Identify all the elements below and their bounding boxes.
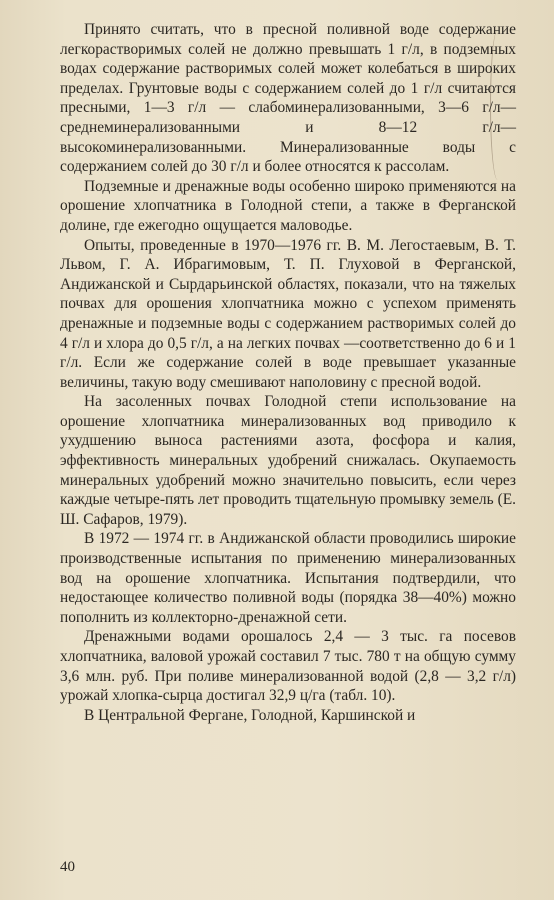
paragraph-groundwater-use: Подземные и дренажные воды особенно широко применяются на орошение хлопчатника в Голодной степи, а также в Ферганской долине, где ежегодно ощущается маловодье. (60, 177, 516, 234)
paragraph-experiments: Опыты, проведенные в 1970—1976 гг. В. М. Легостаевым, В. Т. Львом, Г. А. Ибрагимовым, Т. П. Глуховой в Ферганской, Андижанской и Сырдарьинской областях, показали, что на тяжелых почвах для орошения хлопчатника можно с успехом применять дренажные и подземные воды с содержанием растворимых солей до 4 г/л и хлора до 0,5 г/л, а на легких почвах —соответственно до 6 и 1 г/л. Если же содержание солей в воде превышает указанные величины, такую воду смешивают наполовину с пресной водой. (60, 236, 516, 391)
body-text (60, 20, 516, 725)
page-number: 40 (60, 859, 75, 875)
paragraph-saline-soils: На засоленных почвах Голодной степи использование на орошение хлопчатника минерализованных вод приводило к ухудшению выноса растениями азота, фосфора и калия, эффективность минеральных удобрений снижалась. Окупаемость минеральных удобрений можно значительно повысить, если через каждые четыре-пять лет проводить тщательную промывку земель (Е. Ш. Сафаров, 1979). (60, 393, 516, 528)
paragraph-andijan-trials: В 1972 — 1974 гг. в Андижанской области проводились широкие производственные испытания по применению минерализованных вод на орошение хлопчатника. Испытания подтвердили, что недостающее количество поливной воды (порядка 38—40%) можно пополнить из коллекторно-дренажной сети. (60, 530, 516, 626)
paragraph-drainage-yield: Дренажными водами орошалось 2,4 — 3 тыс. га посевов хлопчатника, валовой урожай составил 7 тыс. 780 т на общую сумму 3,6 млн. руб. При поливе минерализованной водой (2,8 — 3,2 г/л) урожай хлопка-сырца достигал 32,9 ц/га (табл. 10). (60, 628, 516, 705)
paragraph-central-fergana: В Центральной Фергане, Голодной, Каршинской и (84, 706, 416, 724)
paragraph-salinity-norms: Принято считать, что в пресной поливной воде содержание легкорастворимых солей не должно превышать 1 г/л, в подземных водах содержание растворимых солей может колебаться в широких пределах. Грунтовые воды с содержанием солей до 1 г/л считаются пресными, 1—3 г/л — слабоминерализованными, 3—6 г/л—среднеминерализованными и 8—12 г/л—высокоминерализованными. Минерализованные воды с содержанием солей до 30 г/л и более относятся к рассолам. (60, 21, 516, 176)
